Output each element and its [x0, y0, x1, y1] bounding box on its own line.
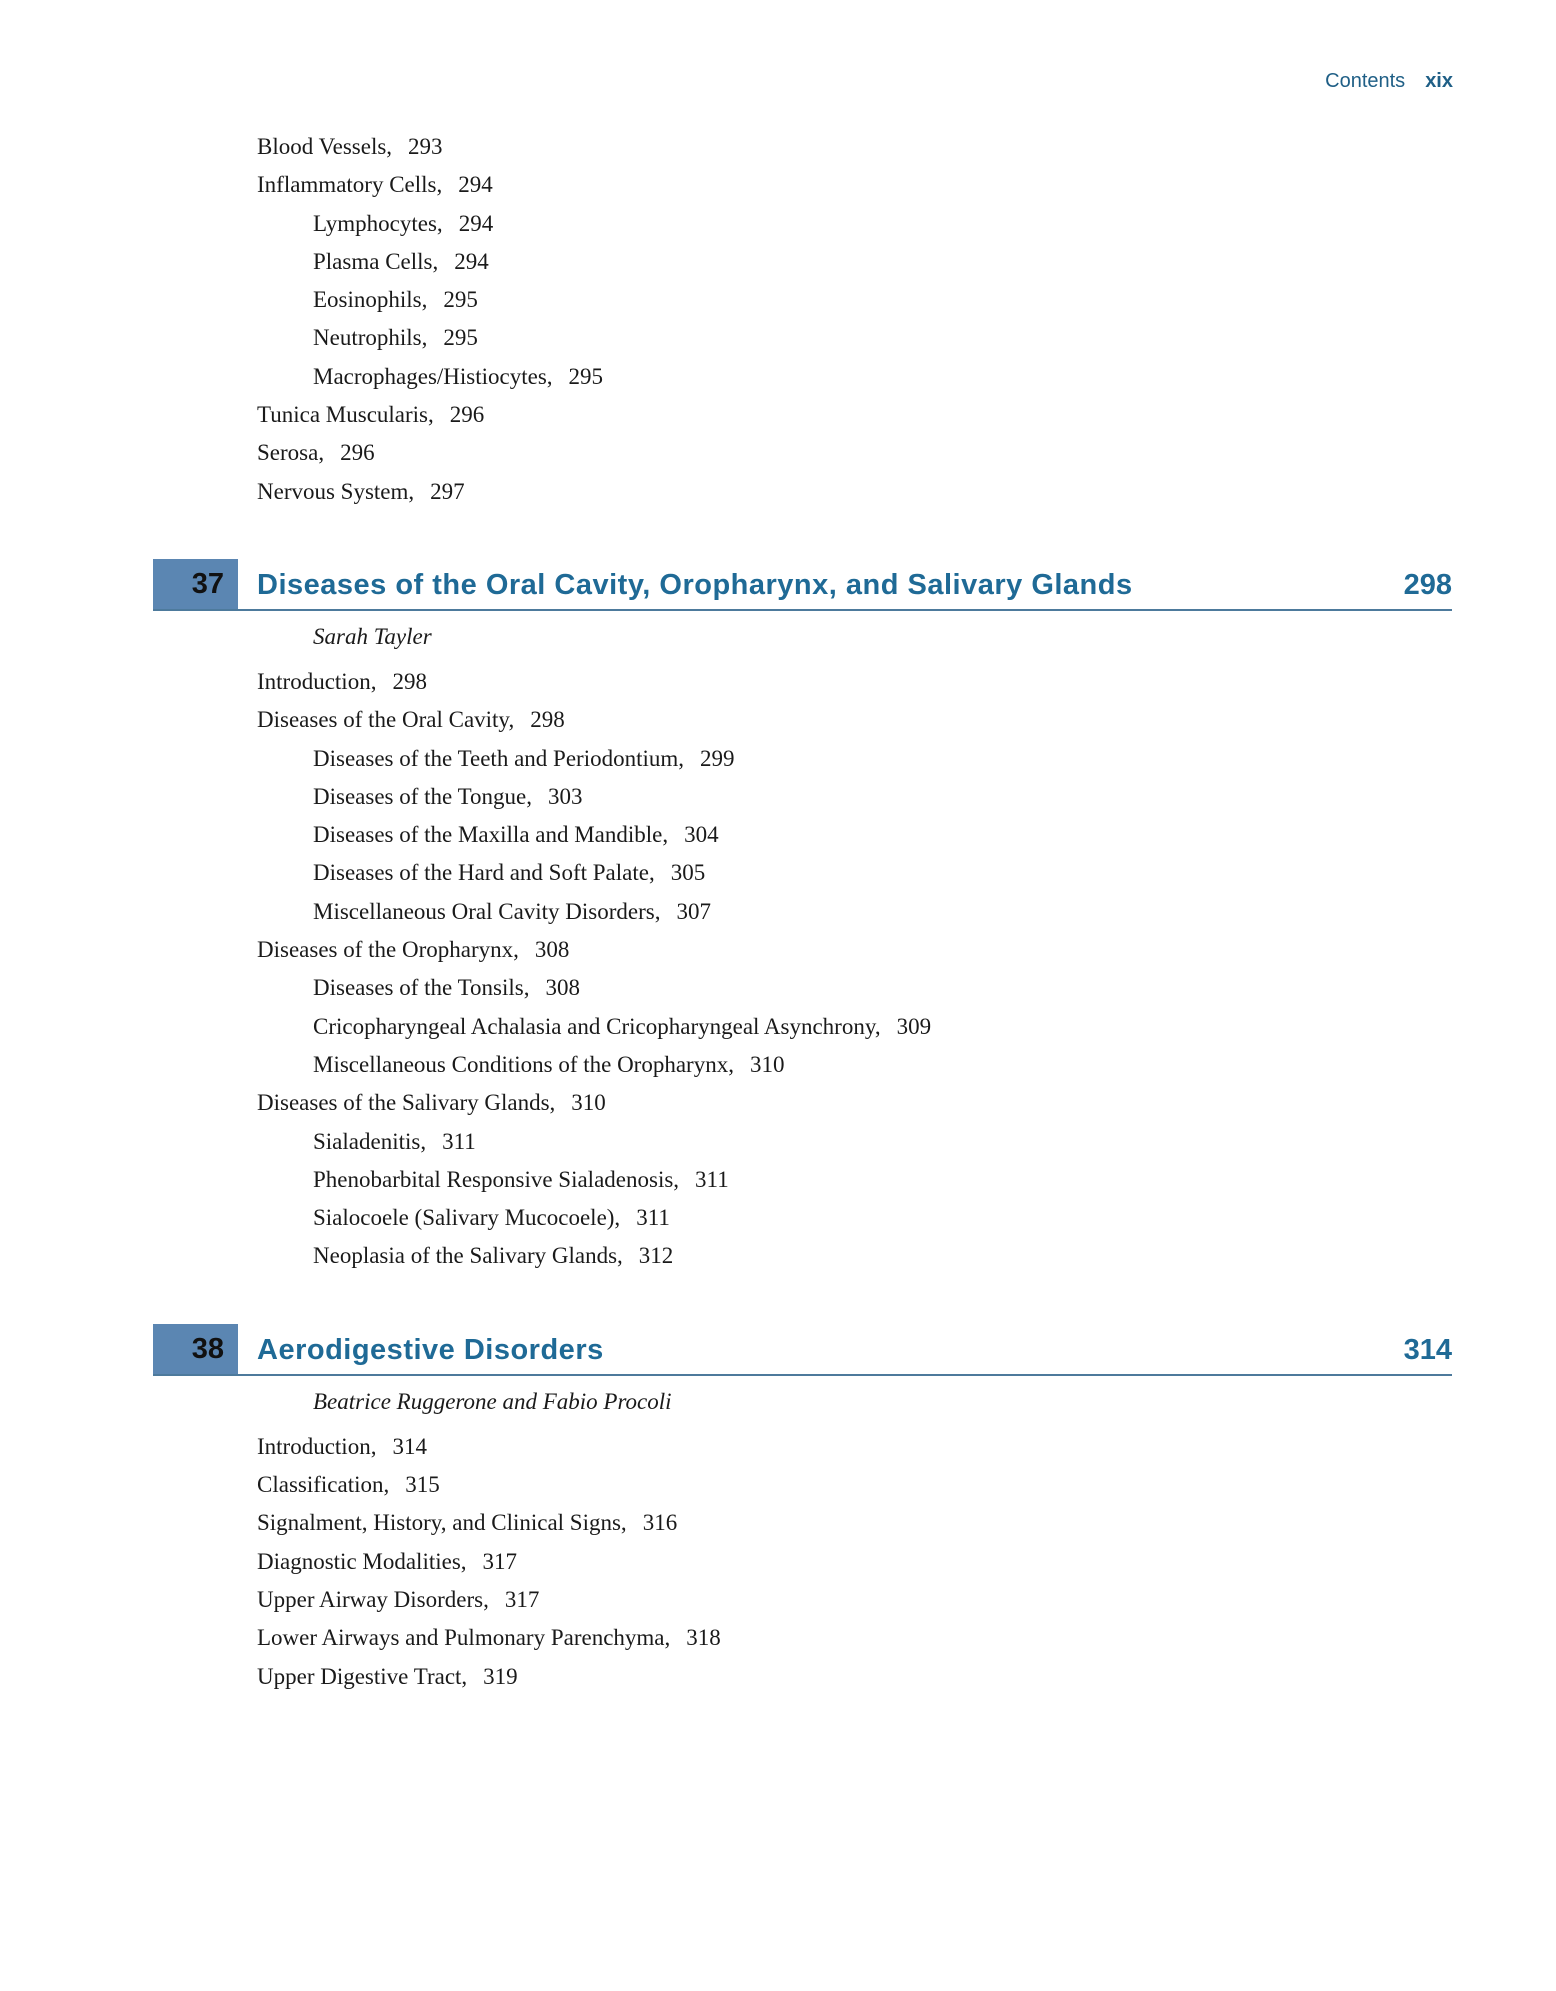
toc-entry[interactable] — [0, 434, 1556, 472]
toc-entry-page: 310 — [571, 1090, 606, 1116]
running-head — [1325, 70, 1453, 93]
toc-entry[interactable] — [0, 281, 1556, 319]
toc-entry[interactable] — [0, 778, 1556, 816]
toc-entry-page: 311 — [695, 1166, 729, 1192]
toc-entry-page: 311 — [636, 1205, 670, 1231]
toc-entry[interactable] — [0, 1504, 1556, 1542]
toc-entry[interactable] — [0, 319, 1556, 357]
toc-entry-page: 316 — [642, 1510, 678, 1536]
toc-entry[interactable] — [0, 1123, 1556, 1161]
toc-entry-title: Serosa, — [257, 440, 325, 466]
toc-entry-page: 293 — [408, 134, 443, 159]
toc-entry-page: 304 — [684, 822, 719, 848]
toc-entry-page: 318 — [686, 1625, 721, 1651]
toc-entries-top — [0, 128, 1556, 511]
toc-entry-title: Introduction, — [257, 1433, 377, 1459]
toc-entry-page: 317 — [504, 1586, 540, 1612]
running-head-label: Contents — [1325, 70, 1406, 92]
toc-entry[interactable] — [0, 1619, 1556, 1657]
toc-entry[interactable] — [0, 1237, 1556, 1275]
toc-entry-page: 314 — [392, 1433, 427, 1459]
toc-entry-page: 294 — [458, 172, 493, 198]
toc-entry[interactable] — [0, 1046, 1556, 1084]
toc-entry-page: 295 — [443, 325, 478, 351]
toc-entry[interactable] — [0, 816, 1556, 854]
toc-entry-page: 308 — [534, 937, 570, 963]
toc-entry-title: Sialadenitis, — [313, 1128, 427, 1154]
toc-entry-page: 294 — [454, 248, 489, 274]
toc-entry-page: 308 — [545, 975, 580, 1001]
toc-entry-page: 309 — [896, 1013, 932, 1039]
toc-entry[interactable] — [0, 243, 1556, 281]
toc-entry-title: Diseases of the Salivary Glands, — [257, 1090, 556, 1116]
toc-entry[interactable] — [0, 1084, 1556, 1122]
toc-entry-title: Diseases of the Oropharynx, — [257, 937, 519, 963]
toc-entry-page: 296 — [340, 440, 375, 466]
toc-entry-page: 294 — [458, 210, 494, 236]
toc-entry-title: Tunica Muscularis, — [257, 402, 434, 428]
toc-entry-title: Eosinophils, — [313, 287, 428, 313]
toc-content — [0, 128, 1556, 1696]
toc-entry-title: Cricopharyngeal Achalasia and Cricopharyngeal Asynchrony, — [313, 1013, 881, 1039]
toc-entry-page: 298 — [392, 668, 427, 694]
toc-entry[interactable] — [0, 1008, 1556, 1046]
toc-entry[interactable] — [0, 1466, 1556, 1504]
toc-entry-title: Upper Airway Disorders, — [257, 1586, 489, 1612]
toc-entry-title: Miscellaneous Conditions of the Oropharynx, — [313, 1051, 734, 1077]
toc-entry-title: Neutrophils, — [313, 325, 428, 351]
toc-entry[interactable] — [0, 1658, 1556, 1696]
toc-entry-title: Phenobarbital Responsive Sialadenosis, — [313, 1166, 680, 1192]
toc-entry[interactable] — [0, 969, 1556, 1007]
toc-entry-title: Macrophages/Histiocytes, — [313, 363, 553, 389]
toc-entry[interactable] — [0, 1581, 1556, 1619]
toc-entry[interactable] — [0, 931, 1556, 969]
toc-entry-page: 319 — [483, 1663, 518, 1689]
toc-entry-title: Diseases of the Tongue, — [313, 783, 532, 809]
toc-entry[interactable] — [0, 854, 1556, 892]
toc-entry[interactable] — [0, 128, 1556, 166]
chapter-title: Aerodigestive Disorders — [257, 1333, 604, 1366]
toc-entry[interactable] — [0, 663, 1556, 701]
toc-entry-page: 295 — [443, 287, 478, 313]
toc-entry-title: Sialocoele (Salivary Mucocoele), — [313, 1205, 621, 1231]
toc-entry-title: Introduction, — [257, 668, 377, 694]
chapter-heading[interactable] — [153, 1324, 1452, 1376]
chapter-38-entries — [0, 1428, 1556, 1696]
toc-entry-page: 307 — [676, 898, 711, 924]
toc-entry-title: Inflammatory Cells, — [257, 172, 443, 198]
chapter-number: 38 — [153, 1324, 238, 1374]
page-folio: xix — [1425, 70, 1453, 92]
toc-entry-page: 298 — [530, 707, 565, 733]
toc-entry-title: Lower Airways and Pulmonary Parenchyma, — [257, 1625, 671, 1651]
toc-entry[interactable] — [0, 396, 1556, 434]
toc-entry-page: 297 — [430, 478, 465, 504]
toc-entry[interactable] — [0, 205, 1556, 243]
chapter-heading[interactable] — [153, 559, 1452, 611]
toc-entry-title: Miscellaneous Oral Cavity Disorders, — [313, 898, 661, 924]
toc-entry-title: Lymphocytes, — [313, 210, 443, 236]
toc-entry-title: Signalment, History, and Clinical Signs, — [257, 1510, 627, 1536]
toc-entry-page: 295 — [568, 363, 604, 389]
chapter-page: 314 — [1403, 1333, 1452, 1366]
toc-entry-title: Diseases of the Maxilla and Mandible, — [313, 822, 669, 848]
toc-entry[interactable] — [0, 358, 1556, 396]
toc-entry-page: 299 — [700, 745, 735, 771]
toc-entry-title: Classification, — [257, 1472, 390, 1498]
chapter-author: Sarah Tayler — [313, 623, 432, 649]
toc-entry[interactable] — [0, 1199, 1556, 1237]
chapter-title: Diseases of the Oral Cavity, Oropharynx, and Salivary Glands — [257, 568, 1133, 601]
chapter-page: 298 — [1403, 568, 1452, 601]
toc-entry[interactable] — [0, 1543, 1556, 1581]
chapter-author: Beatrice Ruggerone and Fabio Procoli — [313, 1388, 672, 1414]
toc-entry-title: Diseases of the Hard and Soft Palate, — [313, 860, 655, 886]
toc-entry-title: Nervous System, — [257, 478, 415, 504]
toc-entry-title: Blood Vessels, — [257, 134, 393, 159]
toc-entry-page: 311 — [442, 1128, 476, 1154]
toc-entry-title: Diseases of the Tonsils, — [313, 975, 530, 1001]
toc-entry-page: 312 — [638, 1243, 674, 1269]
toc-entry-page: 317 — [482, 1548, 518, 1574]
toc-entry[interactable] — [0, 473, 1556, 511]
toc-entry-title: Diagnostic Modalities, — [257, 1548, 467, 1574]
toc-entry[interactable] — [0, 740, 1556, 778]
toc-entry-title: Diseases of the Teeth and Periodontium, — [313, 745, 684, 771]
toc-entry-title: Diseases of the Oral Cavity, — [257, 707, 515, 733]
toc-entry[interactable] — [0, 1428, 1556, 1466]
toc-entry-page: 303 — [547, 783, 583, 809]
toc-entry-page: 305 — [670, 860, 706, 886]
toc-entry[interactable] — [0, 893, 1556, 931]
toc-entry-page: 315 — [405, 1472, 440, 1498]
chapter-37-entries — [0, 663, 1556, 1276]
toc-entry-title: Plasma Cells, — [313, 248, 439, 274]
toc-entry-title: Neoplasia of the Salivary Glands, — [313, 1243, 623, 1269]
toc-entry[interactable] — [0, 701, 1556, 739]
toc-entry-title: Upper Digestive Tract, — [257, 1663, 468, 1689]
toc-entry-page: 296 — [449, 402, 485, 428]
chapter-number: 37 — [153, 559, 238, 609]
toc-entry-page: 310 — [749, 1051, 785, 1077]
toc-entry[interactable] — [0, 1161, 1556, 1199]
toc-entry[interactable] — [0, 166, 1556, 204]
